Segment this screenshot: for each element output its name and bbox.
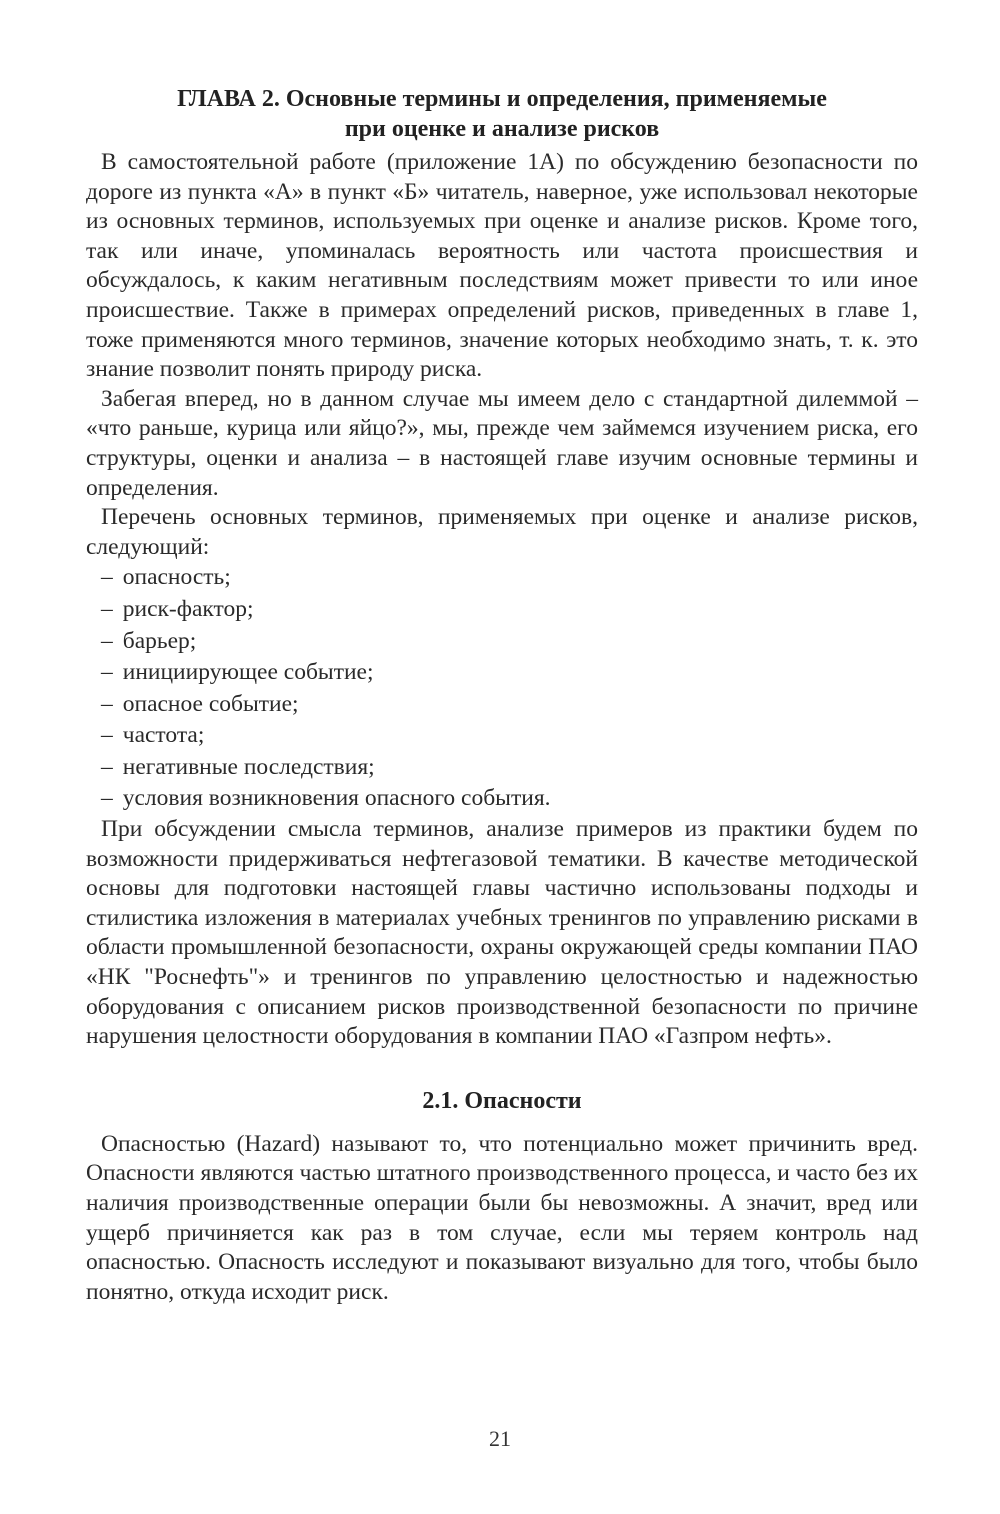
terms-list [86, 562, 918, 815]
paragraph-hazard: Опасностью (Hazard) называют то, что потенциально может причинить вред. Опасности являются частью штатного производственного процесса, и часто без их наличия производственные операции были бы невозможны. А значит, вред или ущерб причиняется как раз в том случае, если мы теряем контроль над опасностью. Опасность исследуют и показывают визуально для того, чтобы было понятно, откуда исходит риск. [86, 1130, 918, 1305]
page-number: 21 [489, 1426, 511, 1451]
paragraph-intro: В самостоятельной работе (приложение 1А) по обсуждению безопасности по дороге из пункта «А» в пункт «Б» читатель, наверное, уже использовал некоторые из основных терминов, используемых при оценке и анализе рисков. Кроме того, так или иначе, упоминалась вероятность или частота происшествия и обсуждалось, к каким негативным последствиям может привести то или иное происшествие. Также в примерах определений рисков, приведенных в главе 1, тоже применяются много терминов, значение которых необходимо знать, т. к. это знание позволит понять природу риска. [86, 149, 918, 383]
chapter-title [86, 84, 918, 144]
list-item: – условия возникновения опасного события. [101, 785, 551, 812]
paragraph-terms-lead: Перечень основных терминов, применяемых при оценке и анализе рисков, следующий: [86, 504, 918, 560]
list-item: – частота; [101, 722, 205, 749]
list-item: – опасность; [101, 564, 231, 591]
list-item: – негативные последствия; [101, 753, 375, 780]
list-item: – инициирующее событие; [101, 659, 374, 686]
paragraph-dilemma: Забегая вперед, но в данном случае мы имеем дело с стандартной дилеммой – «что раньше, курица или яйцо?», мы, прежде чем займемся изучением риска, его структуры, оценки и анализа – в настоящей главе изучим основные термины и определения. [86, 385, 918, 501]
page-body [86, 84, 918, 1307]
section-title: 2.1. Опасности [422, 1087, 582, 1114]
chapter-title-line-1: ГЛАВА 2. Основные термины и определения, применяемые [177, 86, 827, 112]
paragraph-methodology: При обсуждении смысла терминов, анализе примеров из практики будем по возможности придерживаться нефтегазовой тематики. В качестве методической основы для подготовки настоящей главы частично использованы подходы и стилистика изложения в материалах учебных тренингов по управлению рисками в области промышленной безопасности, охраны окружающей среды компании ПАО «НК "Роснефть"» и тренингов по управлению целостностью и надежностью оборудования с описанием рисков производственной безопасности по причине нарушения целостности оборудования в компании ПАО «Газпром нефть». [86, 816, 918, 1050]
list-item: – риск-фактор; [101, 595, 254, 622]
chapter-title-line-2: при оценке и анализе рисков [344, 116, 660, 142]
list-item: – барьер; [101, 627, 197, 654]
list-item: – опасное событие; [101, 690, 299, 717]
